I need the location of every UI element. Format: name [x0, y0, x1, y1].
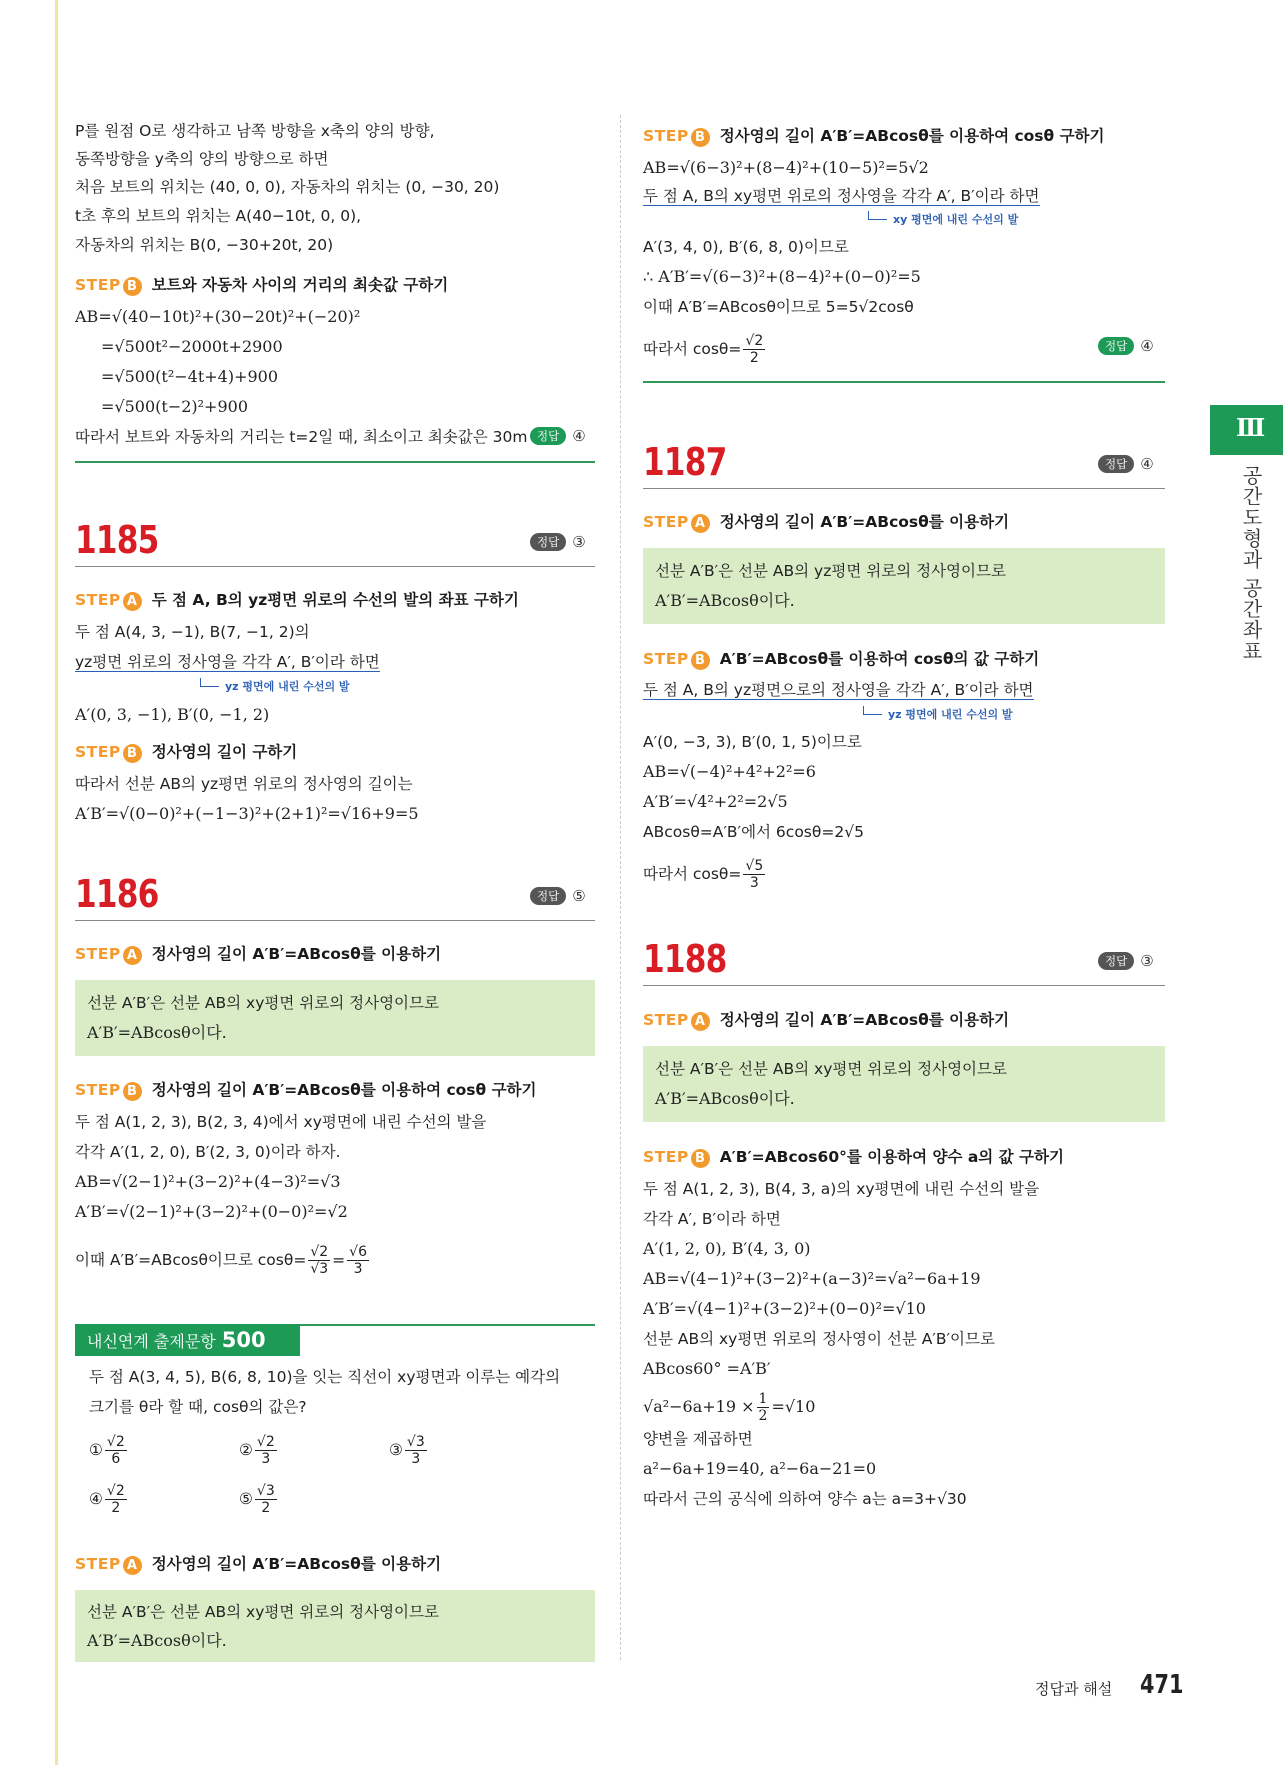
page-number: 471 [1140, 1670, 1184, 1700]
step-heading: STEP A 정사영의 길이 A′B′=ABcosθ를 이용하기 [75, 945, 442, 963]
step-heading: STEP B A′B′=ABcosθ를 이용하여 cosθ의 값 구하기 [643, 650, 1040, 668]
box-text: A′B′=ABcosθ이다. [87, 1631, 227, 1650]
answer-badge: 정답 ③ [530, 533, 586, 551]
math-line: A′(1, 2, 0), B′(4, 3, 0) [643, 1239, 811, 1258]
text-line: 각각 A′, B′이라 하면 [643, 1210, 781, 1228]
step-heading: STEP A 정사영의 길이 A′B′=ABcosθ를 이용하기 [643, 1011, 1010, 1029]
box-text: A′B′=ABcosθ이다. [87, 1023, 227, 1042]
text-line: 동쪽방향을 y축의 양의 방향으로 하면 [75, 150, 329, 168]
choice: ③ $\frac{√3}{3}$ [389, 1434, 425, 1467]
step-heading: STEP B 정사영의 길이 구하기 [75, 743, 298, 761]
math-line: =√500(t−2)²+900 [101, 397, 248, 416]
step-tag: STEP B [75, 743, 142, 761]
annotation-note: xy 평면에 내린 수선의 발 [868, 211, 1018, 227]
step-tag: STEP B [75, 276, 142, 294]
text-line: 두 점 A(1, 2, 3), B(2, 3, 4)에서 xy평면에 내린 수선의 발을 [75, 1113, 487, 1131]
key-idea-box [643, 1046, 1165, 1122]
math-line: =√500(t²−4t+4)+900 [101, 367, 279, 386]
text-line: A′(0, −3, 3), B′(0, 1, 5)이므로 [643, 733, 862, 751]
text-line: 따라서 선분 AB의 yz평면 위로의 정사영의 길이는 [75, 775, 413, 793]
problem-number: 1188 [643, 937, 727, 981]
arrow-icon [868, 211, 887, 220]
text-line: 두 점 A(1, 2, 3), B(4, 3, a)의 xy평면에 내린 수선의 발을 [643, 1180, 1040, 1198]
step-tag: STEP A [75, 1555, 142, 1573]
section-rule [75, 920, 595, 921]
step-heading: STEP A 정사영의 길이 A′B′=ABcosθ를 이용하기 [75, 1555, 442, 1573]
text-line: 두 점 A(4, 3, −1), B(7, −1, 2)의 [75, 623, 310, 641]
box-text: A′B′=ABcosθ이다. [655, 591, 795, 610]
chapter-roman: Ⅲ [1236, 413, 1266, 442]
step-tag: STEP B [643, 127, 710, 145]
math-line: ABcos60° =A′B′ [643, 1359, 771, 1378]
math-line: AB=√(2−1)²+(3−2)²+(4−3)²=√3 [75, 1172, 341, 1191]
conclusion-text: 따라서 cosθ= $\frac{√5}{3}$ [643, 858, 764, 891]
math-line: A′B′=√(4−1)²+(3−2)²+(0−0)²=√10 [643, 1299, 926, 1318]
section-rule [75, 461, 595, 463]
section-rule [643, 985, 1165, 986]
question-text: 두 점 A(3, 4, 5), B(6, 8, 10)을 잇는 직선이 xy평면과 이루는 예각의 [89, 1368, 561, 1386]
math-line: AB=√(4−1)²+(3−2)²+(a−3)²=√a²−6a+19 [643, 1269, 981, 1288]
step-heading: STEP A 두 점 A, B의 yz평면 위로의 수선의 발의 좌표 구하기 [75, 591, 519, 609]
column-divider [620, 115, 621, 1660]
text-line: yz평면 위로의 정사영을 각각 A′, B′이라 하면 [75, 653, 380, 671]
page-edge-strip [55, 0, 58, 1765]
conclusion-text: 이때 A′B′=ABcosθ이므로 cosθ= $\frac{√2}{√3}$ = $\frac{√6}{3}$ [75, 1244, 367, 1277]
problem-number: 1186 [75, 872, 159, 916]
conclusion-text: 따라서 보트와 자동차의 거리는 t=2일 때, 최소이고 최솟값은 30m [75, 428, 528, 446]
step-heading: STEP B A′B′=ABcos60°를 이용하여 양수 a의 값 구하기 [643, 1148, 1064, 1166]
text-line: P를 원점 O로 생각하고 남쪽 방향을 x축의 양의 방향, [75, 122, 435, 140]
naesin-banner: 내신연계 출제문항 500 [75, 1324, 300, 1356]
step-tag: STEP B [643, 1148, 710, 1166]
answer-badge: 정답 ④ [530, 427, 586, 445]
problem-number: 1185 [75, 518, 159, 562]
banner-rule [300, 1324, 595, 1326]
choice: ⑤ $\frac{√3}{2}$ [239, 1483, 275, 1516]
answer-badge: 정답 ③ [1098, 952, 1154, 970]
text-line: A′(3, 4, 0), B′(6, 8, 0)이므로 [643, 238, 849, 256]
footer-label: 정답과 해설 [1035, 1680, 1113, 1698]
chapter-label: 공간도형과 공간좌표 [1239, 465, 1263, 662]
box-text: A′B′=ABcosθ이다. [655, 1089, 795, 1108]
box-text: 선분 A′B′은 선분 AB의 xy평면 위로의 정사영이므로 [655, 1060, 1007, 1078]
step-heading: STEP A 정사영의 길이 A′B′=ABcosθ를 이용하기 [643, 513, 1010, 531]
math-line: a²−6a+19=40, a²−6a−21=0 [643, 1459, 877, 1478]
text-line: t초 후의 보트의 위치는 A(40−10t, 0, 0), [75, 207, 362, 225]
step-tag: STEP B [75, 1081, 142, 1099]
annotation-note: yz 평면에 내린 수선의 발 [863, 706, 1013, 722]
key-idea-box [643, 548, 1165, 624]
problem-number: 1187 [643, 440, 727, 484]
step-tag: STEP A [75, 591, 142, 609]
section-rule [643, 381, 1165, 383]
arrow-icon [200, 678, 219, 687]
text-line: ABcosθ=A′B′에서 6cosθ=2√5 [643, 823, 864, 841]
math-line: AB=√(−4)²+4²+2²=6 [643, 762, 816, 781]
answer-badge: 정답 ④ [1098, 455, 1154, 473]
section-rule [643, 488, 1165, 489]
text-line: 각각 A′(1, 2, 0), B′(2, 3, 0)이라 하자. [75, 1143, 341, 1161]
text-line: 자동차의 위치는 B(0, −30+20t, 20) [75, 236, 334, 254]
step-tag: STEP B [643, 650, 710, 668]
question-text: 크기를 θ라 할 때, cosθ의 값은? [89, 1398, 307, 1416]
arrow-icon [863, 706, 882, 715]
text-line: 두 점 A, B의 xy평면 위로의 정사영을 각각 A′, B′이라 하면 [643, 187, 1040, 205]
math-line: ∴ A′B′=√(6−3)²+(8−4)²+(0−0)²=5 [643, 267, 921, 286]
step-heading: STEP B 정사영의 길이 A′B′=ABcosθ를 이용하여 cosθ 구하기 [643, 127, 1105, 145]
key-idea-box [75, 980, 595, 1056]
key-idea-box [75, 1590, 595, 1662]
answer-badge: 정답 ④ [1098, 337, 1154, 355]
conclusion-text: 따라서 cosθ= $\frac{√2}{2}$ [643, 333, 764, 366]
step-tag: STEP A [643, 513, 710, 531]
step-heading: STEP B 정사영의 길이 A′B′=ABcosθ를 이용하여 cosθ 구하기 [75, 1081, 537, 1099]
answer-badge: 정답 ⑤ [530, 887, 586, 905]
text-line: 선분 AB의 xy평면 위로의 정사영이 선분 A′B′이므로 [643, 1330, 995, 1348]
choice: ① $\frac{√2}{6}$ [89, 1434, 125, 1467]
math-line: AB=√(6−3)²+(8−4)²+(10−5)²=5√2 [643, 158, 929, 177]
math-line: A′B′=√4²+2²=2√5 [643, 792, 788, 811]
step-heading: STEP B 보트와 자동차 사이의 거리의 최솟값 구하기 [75, 276, 449, 294]
step-tag: STEP A [643, 1011, 710, 1029]
annotation-note: yz 평면에 내린 수선의 발 [200, 678, 350, 694]
fraction: $\frac{√6}{3}$ [349, 1244, 367, 1277]
conclusion-text: 따라서 근의 공식에 의하여 양수 a는 a=3+√30 [643, 1490, 967, 1508]
math-line: A′(0, 3, −1), B′(0, −1, 2) [75, 705, 270, 724]
section-rule [75, 566, 595, 567]
box-text: 선분 A′B′은 선분 AB의 yz평면 위로의 정사영이므로 [655, 562, 1006, 580]
text-line: 처음 보트의 위치는 (40, 0, 0), 자동차의 위치는 (0, −30, 20) [75, 178, 500, 196]
fraction: $\frac{√2}{2}$ [745, 333, 764, 366]
fraction: $\frac{√5}{3}$ [745, 858, 764, 891]
choice: ④ $\frac{√2}{2}$ [89, 1483, 125, 1516]
text-line: 양변을 제곱하면 [643, 1430, 753, 1448]
math-line: =√500t²−2000t+2900 [101, 337, 283, 356]
box-text: 선분 A′B′은 선분 AB의 xy평면 위로의 정사영이므로 [87, 994, 439, 1012]
step-tag: STEP A [75, 945, 142, 963]
fraction: $\frac{√2}{√3}$ [310, 1244, 329, 1277]
math-line: A′B′=√(0−0)²+(−1−3)²+(2+1)²=√16+9=5 [75, 804, 419, 823]
text-line: 두 점 A, B의 yz평면으로의 정사영을 각각 A′, B′이라 하면 [643, 681, 1034, 699]
text-line: 이때 A′B′=ABcosθ이므로 5=5√2cosθ [643, 298, 914, 316]
math-line: √a²−6a+19 × $\frac{1}{2}$ =√10 [643, 1391, 816, 1424]
choice: ② $\frac{√2}{3}$ [239, 1434, 275, 1467]
chapter-tab [1210, 405, 1283, 455]
box-text: 선분 A′B′은 선분 AB의 xy평면 위로의 정사영이므로 [87, 1603, 439, 1621]
math-line: A′B′=√(2−1)²+(3−2)²+(0−0)²=√2 [75, 1202, 348, 1221]
fraction: $\frac{1}{2}$ [758, 1391, 768, 1424]
math-line: AB=√(40−10t)²+(30−20t)²+(−20)² [75, 307, 361, 326]
